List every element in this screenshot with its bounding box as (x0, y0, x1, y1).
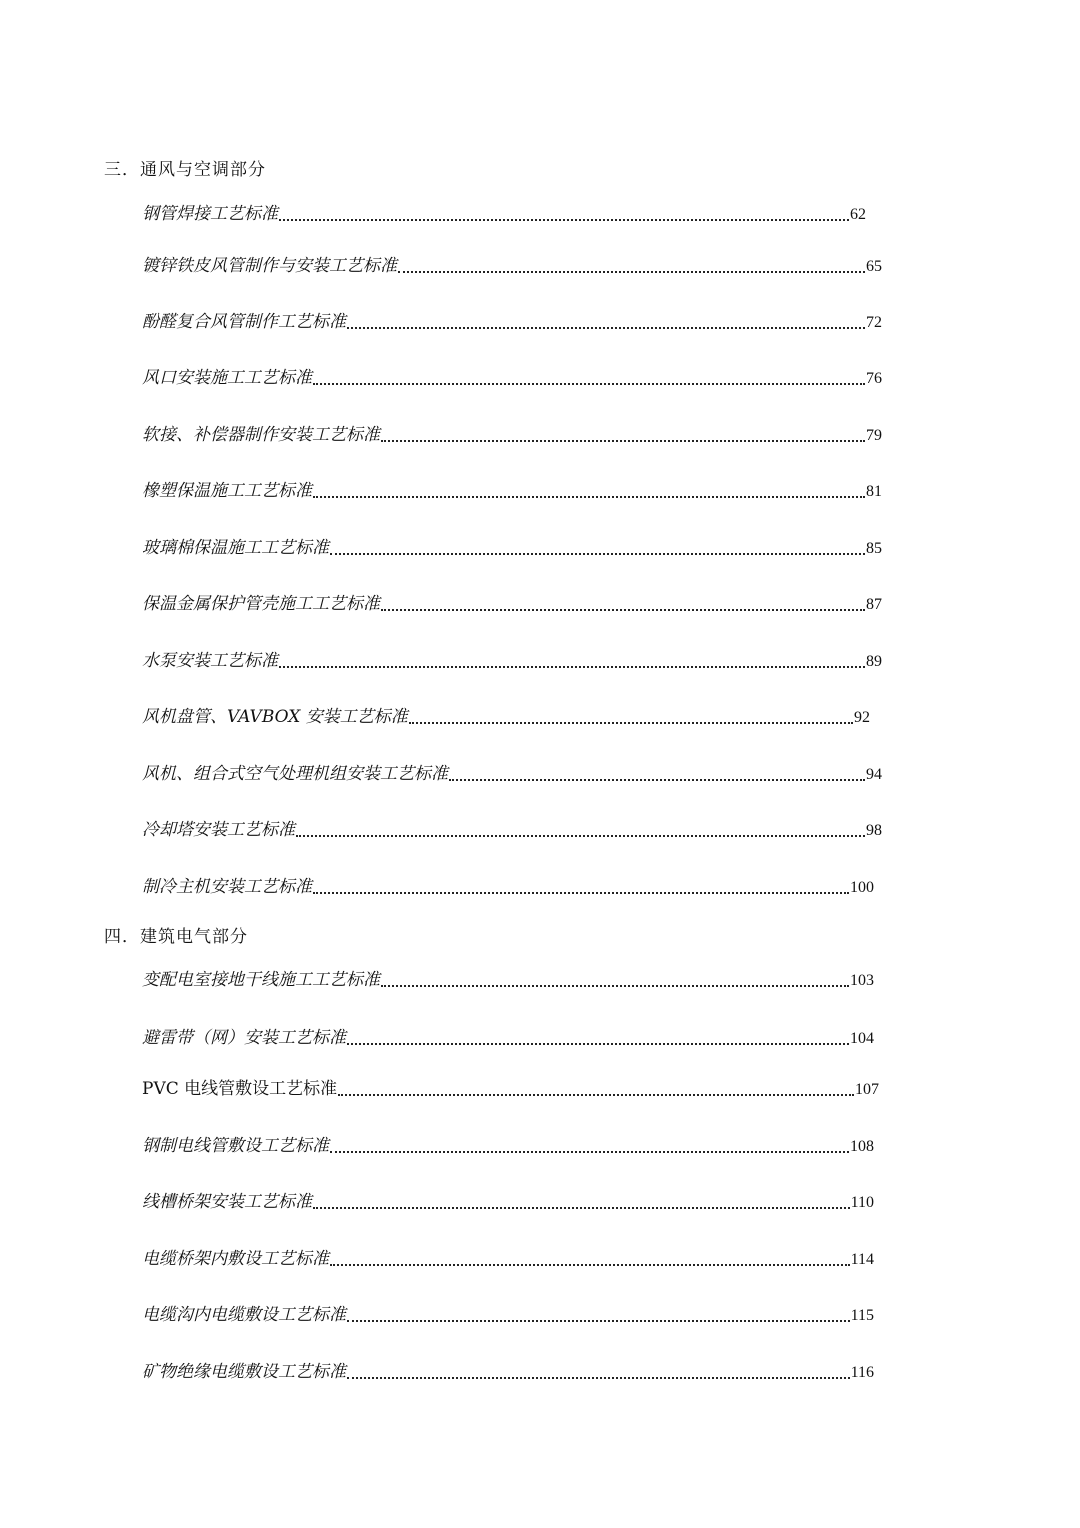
toc-entry-title: 钢管焊接工艺标准 (142, 204, 278, 224)
toc-leader-dots (381, 984, 849, 987)
toc-entry[interactable] (142, 537, 882, 560)
toc-entry[interactable] (142, 255, 882, 278)
toc-entry-page: 104 (850, 1030, 874, 1047)
toc-entry-title: 风口安装施工工艺标准 (142, 368, 312, 388)
toc-leader-dots (409, 721, 853, 724)
toc-entry-title: 冷却塔安装工艺标准 (142, 820, 295, 840)
toc-entry-title: 风机、组合式空气处理机组安装工艺标准 (142, 764, 448, 784)
toc-entry-title: 水泵安装工艺标准 (142, 651, 278, 671)
toc-entry[interactable] (142, 1191, 874, 1214)
toc-entry[interactable] (142, 1027, 874, 1050)
toc-entry-title: 避雷带（网）安装工艺标准 (142, 1028, 346, 1048)
toc-entry-page: 72 (866, 314, 882, 331)
toc-entry-page: 110 (850, 1194, 874, 1211)
toc-leader-dots (347, 1319, 850, 1322)
toc-entry-title: 电缆沟内电缆敷设工艺标准 (142, 1305, 346, 1325)
toc-leader-dots (279, 665, 865, 668)
toc-entry-title: 风机盘管、VAVBOX 安装工艺标准 (142, 707, 408, 727)
toc-leader-dots (347, 1042, 849, 1045)
toc-leader-dots (313, 1206, 850, 1209)
toc-leader-dots (381, 439, 865, 442)
toc-leader-dots (347, 1376, 850, 1379)
toc-leader-dots (381, 608, 865, 611)
toc-leader-dots (313, 382, 865, 385)
toc-entry-title: 保温金属保护管壳施工工艺标准 (142, 594, 380, 614)
toc-leader-dots (313, 891, 849, 894)
toc-entry-page: 92 (854, 709, 870, 726)
toc-entry-title: 电缆桥架内敷设工艺标准 (142, 1249, 329, 1269)
toc-entry[interactable] (142, 969, 874, 992)
toc-entry-page: 85 (866, 540, 882, 557)
section-heading-hvac: 三．通风与空调部分 (104, 160, 266, 180)
toc-entry[interactable] (142, 311, 882, 334)
toc-entry[interactable] (142, 1248, 874, 1271)
toc-entry-page: 79 (866, 427, 882, 444)
toc-entry-page: 108 (850, 1138, 874, 1155)
toc-entry-title: 线槽桥架安装工艺标准 (142, 1192, 312, 1212)
toc-entry[interactable] (142, 593, 882, 616)
toc-entry[interactable] (142, 203, 866, 226)
toc-leader-dots (330, 1150, 849, 1153)
toc-entry-page: 98 (866, 822, 882, 839)
toc-entry-page: 81 (866, 483, 882, 500)
toc-leader-dots (330, 1263, 850, 1266)
toc-leader-dots (347, 326, 865, 329)
toc-entry-page: 89 (866, 653, 882, 670)
toc-leader-dots (449, 778, 865, 781)
toc-entry[interactable] (142, 1135, 874, 1158)
toc-entry-page: 103 (850, 972, 874, 989)
toc-entry-title: 钢制电线管敷设工艺标准 (142, 1136, 329, 1156)
toc-entry[interactable] (142, 1304, 874, 1327)
toc-entry-title: 软接、补偿器制作安装工艺标准 (142, 425, 380, 445)
toc-leader-dots (296, 834, 865, 837)
toc-entry-title: 变配电室接地干线施工工艺标准 (142, 970, 380, 990)
section-heading-electrical: 四．建筑电气部分 (104, 927, 248, 947)
toc-entry[interactable] (142, 650, 882, 673)
toc-entry-page: 115 (850, 1307, 874, 1324)
toc-entry[interactable] (142, 819, 882, 842)
toc-entry-page: 100 (850, 879, 874, 896)
toc-entry[interactable] (142, 424, 882, 447)
toc-entry[interactable] (142, 367, 882, 390)
toc-entry[interactable] (142, 1361, 874, 1384)
toc-entry-title: 矿物绝缘电缆敷设工艺标准 (142, 1362, 346, 1382)
toc-entry-page: 114 (850, 1251, 874, 1268)
toc-entry-title: 玻璃棉保温施工工艺标准 (142, 538, 329, 558)
toc-entry-title: 镀锌铁皮风管制作与安装工艺标准 (142, 256, 397, 276)
toc-entry[interactable] (142, 763, 882, 786)
toc-entry-page: 65 (866, 258, 882, 275)
toc-entry-title: PVC 电线管敷设工艺标准 (142, 1079, 338, 1099)
toc-leader-dots (330, 552, 865, 555)
toc-leader-dots (279, 218, 849, 221)
toc-entry-page: 62 (850, 206, 866, 223)
toc-entry-title: 酚醛复合风管制作工艺标准 (142, 312, 346, 332)
toc-entry[interactable] (142, 480, 882, 503)
toc-leader-dots (313, 495, 865, 498)
toc-entry-page: 76 (866, 370, 882, 387)
toc-entry-title: 橡塑保温施工工艺标准 (142, 481, 312, 501)
toc-entry-page: 94 (866, 766, 882, 783)
toc-entry-page: 116 (850, 1364, 874, 1381)
toc-leader-dots (398, 270, 865, 273)
toc-entry-page: 87 (866, 596, 882, 613)
toc-entry-page: 107 (855, 1081, 879, 1098)
toc-entry[interactable] (142, 706, 870, 729)
toc-leader-dots (338, 1093, 854, 1096)
toc-entry[interactable] (142, 1078, 879, 1101)
toc-entry[interactable] (142, 876, 874, 899)
toc-entry-title: 制冷主机安装工艺标准 (142, 877, 312, 897)
